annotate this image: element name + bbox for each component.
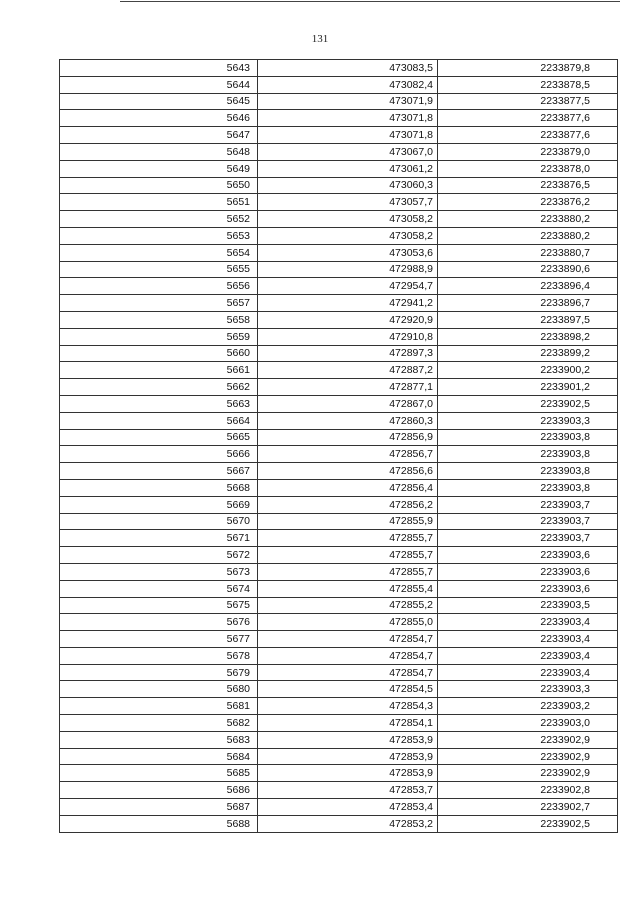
point-number-cell: 5653 [60, 227, 258, 244]
table-row [60, 261, 618, 278]
point-number-cell: 5665 [60, 429, 258, 446]
point-number-cell: 5672 [60, 547, 258, 564]
point-number-cell: 5654 [60, 244, 258, 261]
point-number-cell: 5655 [60, 261, 258, 278]
point-number-cell: 5681 [60, 698, 258, 715]
x-coordinate-cell: 472856,6 [258, 463, 438, 480]
x-coordinate-cell: 472853,9 [258, 765, 438, 782]
x-coordinate-cell: 473058,2 [258, 227, 438, 244]
table-row [60, 345, 618, 362]
y-coordinate-cell: 2233900,2 [438, 362, 618, 379]
y-coordinate-cell: 2233903,6 [438, 547, 618, 564]
x-coordinate-cell: 472860,3 [258, 412, 438, 429]
table-row [60, 177, 618, 194]
table-row [60, 429, 618, 446]
x-coordinate-cell: 472855,7 [258, 530, 438, 547]
y-coordinate-cell: 2233903,7 [438, 530, 618, 547]
y-coordinate-cell: 2233902,9 [438, 748, 618, 765]
x-coordinate-cell: 472854,5 [258, 681, 438, 698]
y-coordinate-cell: 2233902,7 [438, 799, 618, 816]
y-coordinate-cell: 2233878,5 [438, 76, 618, 93]
x-coordinate-cell: 473071,8 [258, 110, 438, 127]
x-coordinate-cell: 472988,9 [258, 261, 438, 278]
point-number-cell: 5683 [60, 731, 258, 748]
table-row [60, 715, 618, 732]
y-coordinate-cell: 2233903,8 [438, 463, 618, 480]
x-coordinate-cell: 472855,9 [258, 513, 438, 530]
table-row [60, 479, 618, 496]
table-row [60, 127, 618, 144]
point-number-cell: 5679 [60, 664, 258, 681]
y-coordinate-cell: 2233898,2 [438, 328, 618, 345]
y-coordinate-cell: 2233878,0 [438, 160, 618, 177]
y-coordinate-cell: 2233902,5 [438, 815, 618, 832]
x-coordinate-cell: 472855,0 [258, 614, 438, 631]
y-coordinate-cell: 2233903,8 [438, 429, 618, 446]
y-coordinate-cell: 2233879,0 [438, 143, 618, 160]
coordinates-table [59, 59, 618, 833]
y-coordinate-cell: 2233903,3 [438, 681, 618, 698]
y-coordinate-cell: 2233903,4 [438, 647, 618, 664]
point-number-cell: 5668 [60, 479, 258, 496]
x-coordinate-cell: 472855,4 [258, 580, 438, 597]
x-coordinate-cell: 472910,8 [258, 328, 438, 345]
point-number-cell: 5652 [60, 211, 258, 228]
table-row [60, 194, 618, 211]
point-number-cell: 5660 [60, 345, 258, 362]
scan-edge-line [120, 1, 620, 2]
point-number-cell: 5687 [60, 799, 258, 816]
table-row [60, 631, 618, 648]
x-coordinate-cell: 473082,4 [258, 76, 438, 93]
table-row [60, 395, 618, 412]
y-coordinate-cell: 2233903,7 [438, 496, 618, 513]
table-row [60, 76, 618, 93]
x-coordinate-cell: 473053,6 [258, 244, 438, 261]
y-coordinate-cell: 2233903,7 [438, 513, 618, 530]
table-row [60, 412, 618, 429]
y-coordinate-cell: 2233902,9 [438, 731, 618, 748]
point-number-cell: 5659 [60, 328, 258, 345]
table-row [60, 362, 618, 379]
point-number-cell: 5666 [60, 446, 258, 463]
point-number-cell: 5649 [60, 160, 258, 177]
table-row [60, 513, 618, 530]
x-coordinate-cell: 472853,7 [258, 782, 438, 799]
point-number-cell: 5645 [60, 93, 258, 110]
x-coordinate-cell: 473071,8 [258, 127, 438, 144]
x-coordinate-cell: 472854,7 [258, 664, 438, 681]
x-coordinate-cell: 472897,3 [258, 345, 438, 362]
table-row [60, 496, 618, 513]
table-row [60, 328, 618, 345]
point-number-cell: 5686 [60, 782, 258, 799]
x-coordinate-cell: 472887,2 [258, 362, 438, 379]
y-coordinate-cell: 2233876,2 [438, 194, 618, 211]
y-coordinate-cell: 2233903,8 [438, 446, 618, 463]
table-row [60, 731, 618, 748]
x-coordinate-cell: 472854,7 [258, 631, 438, 648]
point-number-cell: 5674 [60, 580, 258, 597]
y-coordinate-cell: 2233896,7 [438, 295, 618, 312]
x-coordinate-cell: 472854,3 [258, 698, 438, 715]
point-number-cell: 5669 [60, 496, 258, 513]
x-coordinate-cell: 472856,7 [258, 446, 438, 463]
y-coordinate-cell: 2233877,5 [438, 93, 618, 110]
y-coordinate-cell: 2233903,4 [438, 631, 618, 648]
point-number-cell: 5664 [60, 412, 258, 429]
y-coordinate-cell: 2233903,4 [438, 664, 618, 681]
y-coordinate-cell: 2233877,6 [438, 110, 618, 127]
table-row [60, 244, 618, 261]
x-coordinate-cell: 472855,7 [258, 563, 438, 580]
table-row [60, 60, 618, 77]
point-number-cell: 5667 [60, 463, 258, 480]
table-row [60, 664, 618, 681]
point-number-cell: 5657 [60, 295, 258, 312]
point-number-cell: 5673 [60, 563, 258, 580]
x-coordinate-cell: 472877,1 [258, 379, 438, 396]
x-coordinate-cell: 473058,2 [258, 211, 438, 228]
table-row [60, 681, 618, 698]
table-row [60, 160, 618, 177]
x-coordinate-cell: 473057,7 [258, 194, 438, 211]
y-coordinate-cell: 2233902,8 [438, 782, 618, 799]
point-number-cell: 5676 [60, 614, 258, 631]
x-coordinate-cell: 472856,9 [258, 429, 438, 446]
table-row [60, 93, 618, 110]
table-row [60, 597, 618, 614]
x-coordinate-cell: 473060,3 [258, 177, 438, 194]
point-number-cell: 5680 [60, 681, 258, 698]
table-row [60, 295, 618, 312]
x-coordinate-cell: 472856,4 [258, 479, 438, 496]
table-row [60, 211, 618, 228]
table-row [60, 379, 618, 396]
table-row [60, 143, 618, 160]
table-row [60, 278, 618, 295]
point-number-cell: 5650 [60, 177, 258, 194]
point-number-cell: 5662 [60, 379, 258, 396]
y-coordinate-cell: 2233903,4 [438, 614, 618, 631]
x-coordinate-cell: 473067,0 [258, 143, 438, 160]
x-coordinate-cell: 472920,9 [258, 311, 438, 328]
point-number-cell: 5678 [60, 647, 258, 664]
y-coordinate-cell: 2233902,9 [438, 765, 618, 782]
point-number-cell: 5648 [60, 143, 258, 160]
y-coordinate-cell: 2233880,7 [438, 244, 618, 261]
table-row [60, 463, 618, 480]
table-row [60, 647, 618, 664]
point-number-cell: 5658 [60, 311, 258, 328]
point-number-cell: 5685 [60, 765, 258, 782]
x-coordinate-cell: 472854,1 [258, 715, 438, 732]
point-number-cell: 5688 [60, 815, 258, 832]
x-coordinate-cell: 472867,0 [258, 395, 438, 412]
point-number-cell: 5675 [60, 597, 258, 614]
y-coordinate-cell: 2233903,2 [438, 698, 618, 715]
y-coordinate-cell: 2233899,2 [438, 345, 618, 362]
x-coordinate-cell: 472856,2 [258, 496, 438, 513]
point-number-cell: 5651 [60, 194, 258, 211]
table-row [60, 563, 618, 580]
table-row [60, 547, 618, 564]
table-row [60, 110, 618, 127]
y-coordinate-cell: 2233903,5 [438, 597, 618, 614]
x-coordinate-cell: 472854,7 [258, 647, 438, 664]
point-number-cell: 5682 [60, 715, 258, 732]
x-coordinate-cell: 473083,5 [258, 60, 438, 77]
table-row [60, 227, 618, 244]
table-row [60, 815, 618, 832]
x-coordinate-cell: 472941,2 [258, 295, 438, 312]
x-coordinate-cell: 472853,9 [258, 731, 438, 748]
x-coordinate-cell: 473071,9 [258, 93, 438, 110]
table-row [60, 765, 618, 782]
table-row [60, 799, 618, 816]
x-coordinate-cell: 472853,2 [258, 815, 438, 832]
table-row [60, 782, 618, 799]
y-coordinate-cell: 2233896,4 [438, 278, 618, 295]
x-coordinate-cell: 472853,4 [258, 799, 438, 816]
y-coordinate-cell: 2233903,6 [438, 563, 618, 580]
point-number-cell: 5661 [60, 362, 258, 379]
x-coordinate-cell: 472954,7 [258, 278, 438, 295]
table-row [60, 614, 618, 631]
x-coordinate-cell: 472855,2 [258, 597, 438, 614]
y-coordinate-cell: 2233901,2 [438, 379, 618, 396]
y-coordinate-cell: 2233890,6 [438, 261, 618, 278]
y-coordinate-cell: 2233880,2 [438, 227, 618, 244]
y-coordinate-cell: 2233903,6 [438, 580, 618, 597]
table-row [60, 748, 618, 765]
y-coordinate-cell: 2233897,5 [438, 311, 618, 328]
table-row [60, 698, 618, 715]
x-coordinate-cell: 473061,2 [258, 160, 438, 177]
point-number-cell: 5684 [60, 748, 258, 765]
y-coordinate-cell: 2233903,0 [438, 715, 618, 732]
point-number-cell: 5644 [60, 76, 258, 93]
y-coordinate-cell: 2233879,8 [438, 60, 618, 77]
point-number-cell: 5646 [60, 110, 258, 127]
point-number-cell: 5647 [60, 127, 258, 144]
table-row [60, 311, 618, 328]
y-coordinate-cell: 2233880,2 [438, 211, 618, 228]
x-coordinate-cell: 472853,9 [258, 748, 438, 765]
point-number-cell: 5670 [60, 513, 258, 530]
y-coordinate-cell: 2233877,6 [438, 127, 618, 144]
table-row [60, 446, 618, 463]
coordinates-table-body [60, 60, 618, 833]
y-coordinate-cell: 2233903,8 [438, 479, 618, 496]
page-number: 131 [311, 33, 329, 45]
y-coordinate-cell: 2233903,3 [438, 412, 618, 429]
x-coordinate-cell: 472855,7 [258, 547, 438, 564]
table-row [60, 530, 618, 547]
table-row [60, 580, 618, 597]
point-number-cell: 5656 [60, 278, 258, 295]
point-number-cell: 5671 [60, 530, 258, 547]
y-coordinate-cell: 2233902,5 [438, 395, 618, 412]
point-number-cell: 5677 [60, 631, 258, 648]
point-number-cell: 5643 [60, 60, 258, 77]
point-number-cell: 5663 [60, 395, 258, 412]
y-coordinate-cell: 2233876,5 [438, 177, 618, 194]
